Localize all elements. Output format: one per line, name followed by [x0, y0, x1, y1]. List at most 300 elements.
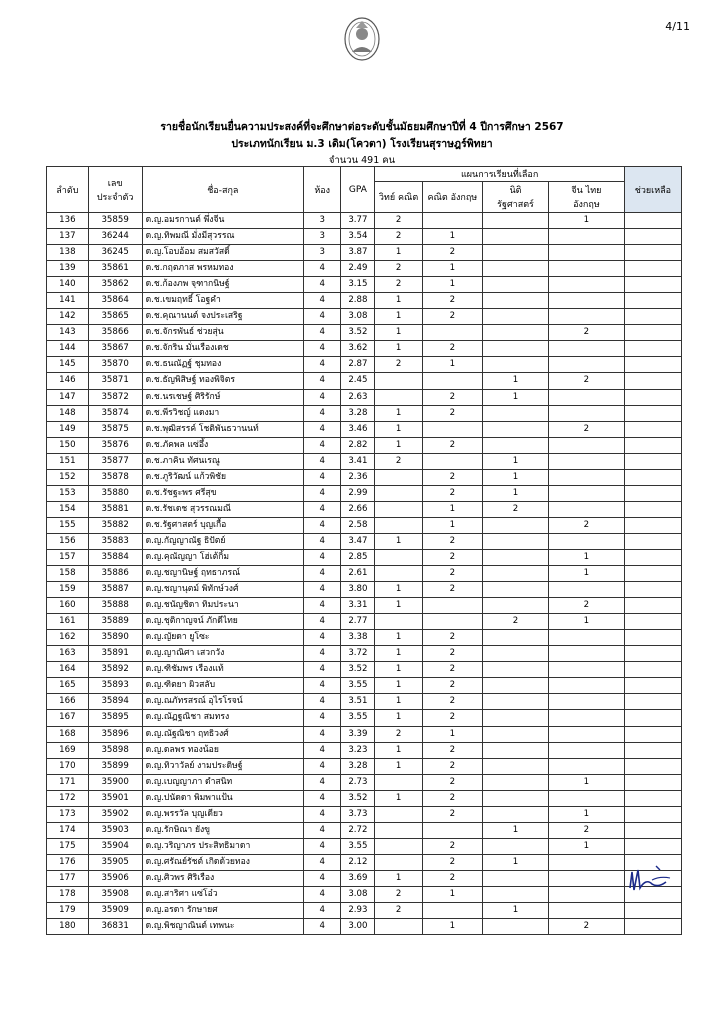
plan-math-eng-cell: 1	[422, 261, 482, 277]
plan-math-eng-cell: 2	[422, 790, 482, 806]
room-cell: 4	[304, 726, 341, 742]
student-name-cell: ด.ญ.ชญานิษฐ์ ฤทธาภรณ์	[142, 566, 303, 582]
row-number-cell: 155	[47, 517, 89, 533]
student-name-cell: ด.ญ.สาริศา แซ่โอ๋ว	[142, 886, 303, 902]
header-law-line1: นิติ	[509, 186, 522, 196]
plan-law-cell: 1	[483, 822, 549, 838]
plan-law-cell	[483, 678, 549, 694]
plan-chinese-cell	[548, 742, 624, 758]
room-cell: 4	[304, 694, 341, 710]
student-table	[46, 166, 682, 935]
gpa-cell: 2.58	[341, 517, 375, 533]
row-number-cell: 148	[47, 405, 89, 421]
plan-math-eng-cell: 1	[422, 517, 482, 533]
student-name-cell: ด.ช.นรเชษฐ์ ศิริรักษ์	[142, 389, 303, 405]
gpa-cell: 2.36	[341, 469, 375, 485]
table-row	[47, 806, 682, 822]
student-name-cell: ด.ญ.กัญญาณัฐ ธิปัตย์	[142, 533, 303, 549]
student-name-cell: ด.ญ.ณัฏฐณิชา สมทรง	[142, 710, 303, 726]
student-id-cell: 35908	[88, 886, 142, 902]
student-name-cell: ด.ช.ภาคิน ทัศนเรณู	[142, 453, 303, 469]
help-cell	[624, 742, 681, 758]
header-student-id	[88, 167, 142, 213]
room-cell: 4	[304, 838, 341, 854]
table-row	[47, 678, 682, 694]
student-name-cell: ด.ญ.ศรัณย์รัชต์ เกิดด้วยทอง	[142, 854, 303, 870]
plan-math-eng-cell: 1	[422, 277, 482, 293]
gpa-cell: 3.55	[341, 838, 375, 854]
plan-math-eng-cell	[422, 822, 482, 838]
gpa-cell: 3.62	[341, 341, 375, 357]
plan-math-eng-cell: 2	[422, 245, 482, 261]
plan-law-cell	[483, 517, 549, 533]
help-cell	[624, 774, 681, 790]
plan-chinese-cell	[548, 293, 624, 309]
help-cell	[624, 389, 681, 405]
table-row	[47, 325, 682, 341]
plan-math-eng-cell: 1	[422, 886, 482, 902]
plan-math-eng-cell: 2	[422, 549, 482, 565]
header-sci-math: วิทย์ คณิต	[375, 182, 422, 213]
room-cell: 4	[304, 549, 341, 565]
gpa-cell: 3.31	[341, 598, 375, 614]
table-row	[47, 630, 682, 646]
plan-chinese-cell	[548, 694, 624, 710]
plan-law-cell	[483, 549, 549, 565]
plan-law-cell: 1	[483, 453, 549, 469]
plan-math-eng-cell	[422, 453, 482, 469]
plan-chinese-cell: 2	[548, 325, 624, 341]
plan-chinese-cell	[548, 229, 624, 245]
plan-chinese-cell	[548, 646, 624, 662]
gpa-cell: 2.12	[341, 854, 375, 870]
header-law	[483, 182, 549, 213]
help-cell	[624, 598, 681, 614]
student-id-cell: 35882	[88, 517, 142, 533]
room-cell: 4	[304, 309, 341, 325]
student-id-cell: 35865	[88, 309, 142, 325]
plan-law-cell	[483, 758, 549, 774]
gpa-cell: 3.08	[341, 309, 375, 325]
plan-chinese-cell: 2	[548, 421, 624, 437]
plan-sci-math-cell	[375, 501, 422, 517]
help-cell	[624, 919, 681, 935]
student-id-cell: 35877	[88, 453, 142, 469]
plan-sci-math-cell: 1	[375, 293, 422, 309]
table-row	[47, 726, 682, 742]
plan-math-eng-cell: 2	[422, 806, 482, 822]
row-number-cell: 141	[47, 293, 89, 309]
room-cell: 4	[304, 277, 341, 293]
plan-law-cell	[483, 598, 549, 614]
plan-chinese-cell: 1	[548, 213, 624, 229]
table-row	[47, 405, 682, 421]
plan-law-cell	[483, 245, 549, 261]
row-number-cell: 169	[47, 742, 89, 758]
header-chinese	[548, 182, 624, 213]
plan-law-cell	[483, 630, 549, 646]
table-row	[47, 566, 682, 582]
table-row	[47, 758, 682, 774]
student-name-cell: ด.ญ.ชุติกาญจน์ ภักดีไทย	[142, 614, 303, 630]
table-row	[47, 469, 682, 485]
table-row	[47, 437, 682, 453]
plan-chinese-cell: 2	[548, 517, 624, 533]
student-name-cell: ด.ช.ธัญพิสิษฐ์ ทองพิจิตร	[142, 373, 303, 389]
row-number-cell: 168	[47, 726, 89, 742]
student-id-cell: 35875	[88, 421, 142, 437]
student-id-cell: 35883	[88, 533, 142, 549]
header-math-eng: คณิต อังกฤษ	[422, 182, 482, 213]
room-cell: 4	[304, 261, 341, 277]
gpa-cell: 2.87	[341, 357, 375, 373]
help-cell	[624, 277, 681, 293]
student-id-cell: 35894	[88, 694, 142, 710]
gpa-cell: 2.77	[341, 614, 375, 630]
help-cell	[624, 469, 681, 485]
gpa-cell: 3.73	[341, 806, 375, 822]
gpa-cell: 3.55	[341, 678, 375, 694]
student-name-cell: ด.ญ.วริญาภร ประสิทธิมาดา	[142, 838, 303, 854]
gpa-cell: 2.45	[341, 373, 375, 389]
room-cell: 4	[304, 742, 341, 758]
plan-sci-math-cell: 2	[375, 261, 422, 277]
plan-chinese-cell: 1	[548, 549, 624, 565]
room-cell: 4	[304, 870, 341, 886]
student-id-cell: 35878	[88, 469, 142, 485]
student-id-cell: 35905	[88, 854, 142, 870]
room-cell: 4	[304, 646, 341, 662]
plan-law-cell	[483, 726, 549, 742]
plan-math-eng-cell	[422, 421, 482, 437]
plan-sci-math-cell: 1	[375, 421, 422, 437]
plan-chinese-cell	[548, 341, 624, 357]
student-id-cell: 35876	[88, 437, 142, 453]
student-id-cell: 35900	[88, 774, 142, 790]
student-id-cell: 35861	[88, 261, 142, 277]
row-number-cell: 177	[47, 870, 89, 886]
plan-sci-math-cell: 2	[375, 453, 422, 469]
plan-math-eng-cell: 2	[422, 710, 482, 726]
student-name-cell: ด.ช.ธนณัฏฐ์ ชุมทอง	[142, 357, 303, 373]
student-name-cell: ด.ช.พุฒิสรรค์ โชติพันธวานนท์	[142, 421, 303, 437]
student-id-cell: 35891	[88, 646, 142, 662]
plan-math-eng-cell: 2	[422, 341, 482, 357]
gpa-cell: 3.52	[341, 325, 375, 341]
header-name: ชื่อ-สกุล	[142, 167, 303, 213]
plan-chinese-cell: 2	[548, 919, 624, 935]
header-help: ช่วยเหลือ	[624, 167, 681, 213]
table-row	[47, 774, 682, 790]
row-number-cell: 150	[47, 437, 89, 453]
plan-sci-math-cell	[375, 517, 422, 533]
room-cell: 4	[304, 790, 341, 806]
plan-sci-math-cell: 1	[375, 533, 422, 549]
plan-math-eng-cell: 2	[422, 854, 482, 870]
help-cell	[624, 678, 681, 694]
help-cell	[624, 806, 681, 822]
plan-law-cell	[483, 806, 549, 822]
student-id-cell: 35904	[88, 838, 142, 854]
student-name-cell: ด.ญ.รักษิณา ยังขู	[142, 822, 303, 838]
gpa-cell: 3.55	[341, 710, 375, 726]
table-row	[47, 373, 682, 389]
plan-law-cell: 1	[483, 469, 549, 485]
student-name-cell: ด.ญ.ทิวาวัลย์ งามประดิษฐ์	[142, 758, 303, 774]
help-cell	[624, 325, 681, 341]
gpa-cell: 3.72	[341, 646, 375, 662]
row-number-cell: 180	[47, 919, 89, 935]
row-number-cell: 164	[47, 662, 89, 678]
plan-chinese-cell: 2	[548, 598, 624, 614]
table-row	[47, 213, 682, 229]
plan-law-cell	[483, 341, 549, 357]
row-number-cell: 158	[47, 566, 89, 582]
plan-chinese-cell	[548, 582, 624, 598]
help-cell	[624, 213, 681, 229]
gpa-cell: 2.63	[341, 389, 375, 405]
gpa-cell: 3.54	[341, 229, 375, 245]
student-id-cell: 36831	[88, 919, 142, 935]
room-cell: 4	[304, 421, 341, 437]
help-cell	[624, 646, 681, 662]
room-cell: 3	[304, 229, 341, 245]
gpa-cell: 2.99	[341, 485, 375, 501]
plan-law-cell: 1	[483, 854, 549, 870]
table-row	[47, 485, 682, 501]
table-row	[47, 838, 682, 854]
plan-chinese-cell	[548, 886, 624, 902]
row-number-cell: 165	[47, 678, 89, 694]
student-name-cell: ด.ช.รัชเดช สุวรรณมณี	[142, 501, 303, 517]
plan-chinese-cell	[548, 485, 624, 501]
room-cell: 4	[304, 485, 341, 501]
plan-chinese-cell	[548, 726, 624, 742]
room-cell: 4	[304, 758, 341, 774]
student-name-cell: ด.ญ.อมรกานต์ พึ่งจีน	[142, 213, 303, 229]
table-row	[47, 870, 682, 886]
student-id-cell: 35895	[88, 710, 142, 726]
room-cell: 4	[304, 774, 341, 790]
plan-math-eng-cell: 2	[422, 405, 482, 421]
gpa-cell: 3.87	[341, 245, 375, 261]
plan-chinese-cell: 1	[548, 566, 624, 582]
student-name-cell: ด.ญ.ศิวพร ศิริเรือง	[142, 870, 303, 886]
gpa-cell: 3.08	[341, 886, 375, 902]
help-cell	[624, 790, 681, 806]
table-row	[47, 886, 682, 902]
plan-math-eng-cell: 2	[422, 758, 482, 774]
plan-law-cell	[483, 213, 549, 229]
room-cell: 4	[304, 886, 341, 902]
plan-sci-math-cell: 1	[375, 870, 422, 886]
table-row	[47, 646, 682, 662]
plan-chinese-cell	[548, 758, 624, 774]
row-number-cell: 149	[47, 421, 89, 437]
plan-math-eng-cell	[422, 213, 482, 229]
gpa-cell: 2.61	[341, 566, 375, 582]
room-cell: 4	[304, 630, 341, 646]
plan-sci-math-cell: 2	[375, 213, 422, 229]
plan-law-cell: 1	[483, 373, 549, 389]
student-id-cell: 35884	[88, 549, 142, 565]
plan-law-cell	[483, 662, 549, 678]
help-cell	[624, 566, 681, 582]
student-name-cell: ด.ญ.ฑิตยา ผิวสลับ	[142, 678, 303, 694]
plan-sci-math-cell	[375, 919, 422, 935]
plan-sci-math-cell: 2	[375, 277, 422, 293]
row-number-cell: 163	[47, 646, 89, 662]
gpa-cell: 2.88	[341, 293, 375, 309]
gpa-cell: 3.51	[341, 694, 375, 710]
help-cell	[624, 373, 681, 389]
student-name-cell: ด.ญ.ณัฐณิชา ฤทธิวงศ์	[142, 726, 303, 742]
table-row	[47, 694, 682, 710]
room-cell: 4	[304, 614, 341, 630]
row-number-cell: 156	[47, 533, 89, 549]
row-number-cell: 143	[47, 325, 89, 341]
plan-sci-math-cell: 1	[375, 598, 422, 614]
room-cell: 4	[304, 598, 341, 614]
student-name-cell: ด.ช.จักริน มั่นเรืองเดช	[142, 341, 303, 357]
plan-law-cell	[483, 790, 549, 806]
plan-sci-math-cell: 2	[375, 229, 422, 245]
room-cell: 4	[304, 854, 341, 870]
plan-law-cell	[483, 582, 549, 598]
plan-math-eng-cell: 2	[422, 582, 482, 598]
student-name-cell: ด.ช.จักรพันธ์ ช่วยสุ่น	[142, 325, 303, 341]
plan-chinese-cell	[548, 357, 624, 373]
student-id-cell: 35880	[88, 485, 142, 501]
gpa-cell: 2.72	[341, 822, 375, 838]
help-cell	[624, 903, 681, 919]
document-subtitle: ประเภทนักเรียน ม.3 เดิม(โควตา) โรงเรียนสุราษฎร์พิทยา	[231, 138, 493, 150]
table-row	[47, 261, 682, 277]
help-cell	[624, 726, 681, 742]
room-cell: 4	[304, 357, 341, 373]
help-cell	[624, 357, 681, 373]
row-number-cell: 173	[47, 806, 89, 822]
table-row	[47, 277, 682, 293]
help-cell	[624, 614, 681, 630]
student-id-cell: 36245	[88, 245, 142, 261]
header-chn-line2: อังกฤษ	[573, 200, 600, 210]
row-number-cell: 153	[47, 485, 89, 501]
plan-chinese-cell	[548, 437, 624, 453]
plan-law-cell	[483, 421, 549, 437]
plan-chinese-cell: 1	[548, 614, 624, 630]
plan-chinese-cell	[548, 630, 624, 646]
room-cell: 4	[304, 373, 341, 389]
table-row	[47, 453, 682, 469]
row-number-cell: 161	[47, 614, 89, 630]
student-id-cell: 35889	[88, 614, 142, 630]
plan-chinese-cell	[548, 309, 624, 325]
table-row	[47, 517, 682, 533]
student-name-cell: ด.ช.กฤตภาส พรหมทอง	[142, 261, 303, 277]
room-cell: 4	[304, 325, 341, 341]
student-id-cell: 35886	[88, 566, 142, 582]
table-row	[47, 229, 682, 245]
help-cell	[624, 421, 681, 437]
plan-law-cell	[483, 533, 549, 549]
plan-chinese-cell: 1	[548, 838, 624, 854]
plan-sci-math-cell	[375, 614, 422, 630]
row-number-cell: 157	[47, 549, 89, 565]
table-row	[47, 903, 682, 919]
plan-sci-math-cell	[375, 485, 422, 501]
student-id-cell: 35870	[88, 357, 142, 373]
student-name-cell: ด.ญ.ปนัดดา พิมพาแป้น	[142, 790, 303, 806]
plan-chinese-cell	[548, 870, 624, 886]
help-cell	[624, 501, 681, 517]
gpa-cell: 3.52	[341, 662, 375, 678]
plan-sci-math-cell: 1	[375, 710, 422, 726]
gpa-cell: 2.73	[341, 774, 375, 790]
student-id-cell: 35864	[88, 293, 142, 309]
student-name-cell: ด.ญ.ฑิชัมพร เรืองแท้	[142, 662, 303, 678]
header-gpa: GPA	[341, 167, 375, 213]
plan-chinese-cell	[548, 710, 624, 726]
room-cell: 3	[304, 213, 341, 229]
help-cell	[624, 293, 681, 309]
page-number: 4/11	[665, 20, 690, 33]
student-name-cell: ด.ญ.คุณัญญา โฮ่เต้กิ้ม	[142, 549, 303, 565]
plan-chinese-cell	[548, 245, 624, 261]
student-id-cell: 35874	[88, 405, 142, 421]
gpa-cell: 2.85	[341, 549, 375, 565]
table-row	[47, 742, 682, 758]
plan-law-cell	[483, 293, 549, 309]
plan-law-cell: 2	[483, 614, 549, 630]
room-cell: 4	[304, 533, 341, 549]
gpa-cell: 3.52	[341, 790, 375, 806]
row-number-cell: 154	[47, 501, 89, 517]
plan-chinese-cell	[548, 854, 624, 870]
plan-law-cell	[483, 838, 549, 854]
student-id-cell: 35862	[88, 277, 142, 293]
gpa-cell: 3.00	[341, 919, 375, 935]
plan-sci-math-cell: 2	[375, 903, 422, 919]
help-cell	[624, 710, 681, 726]
plan-sci-math-cell	[375, 469, 422, 485]
help-cell	[624, 662, 681, 678]
student-id-cell: 35903	[88, 822, 142, 838]
student-id-cell: 35899	[88, 758, 142, 774]
header-chn-line1: จีน ไทย	[571, 186, 602, 196]
room-cell: 4	[304, 662, 341, 678]
plan-chinese-cell	[548, 678, 624, 694]
plan-law-cell	[483, 229, 549, 245]
student-name-cell: ด.ญ.โอบอ้อม สมสวัสดิ์	[142, 245, 303, 261]
plan-law-cell	[483, 886, 549, 902]
plan-sci-math-cell: 2	[375, 726, 422, 742]
plan-sci-math-cell: 1	[375, 694, 422, 710]
student-name-cell: ด.ญ.ดลพร ทองน้อย	[142, 742, 303, 758]
plan-math-eng-cell: 2	[422, 774, 482, 790]
plan-chinese-cell	[548, 389, 624, 405]
plan-chinese-cell	[548, 790, 624, 806]
row-number-cell: 151	[47, 453, 89, 469]
student-name-cell: ด.ญ.ญาณิศา เสวกวัง	[142, 646, 303, 662]
row-number-cell: 139	[47, 261, 89, 277]
student-id-cell: 35898	[88, 742, 142, 758]
plan-math-eng-cell: 2	[422, 293, 482, 309]
student-name-cell: ด.ช.ก้องภพ จุฑากนิษฐ์	[142, 277, 303, 293]
table-row	[47, 614, 682, 630]
row-number-cell: 170	[47, 758, 89, 774]
gpa-cell: 2.66	[341, 501, 375, 517]
